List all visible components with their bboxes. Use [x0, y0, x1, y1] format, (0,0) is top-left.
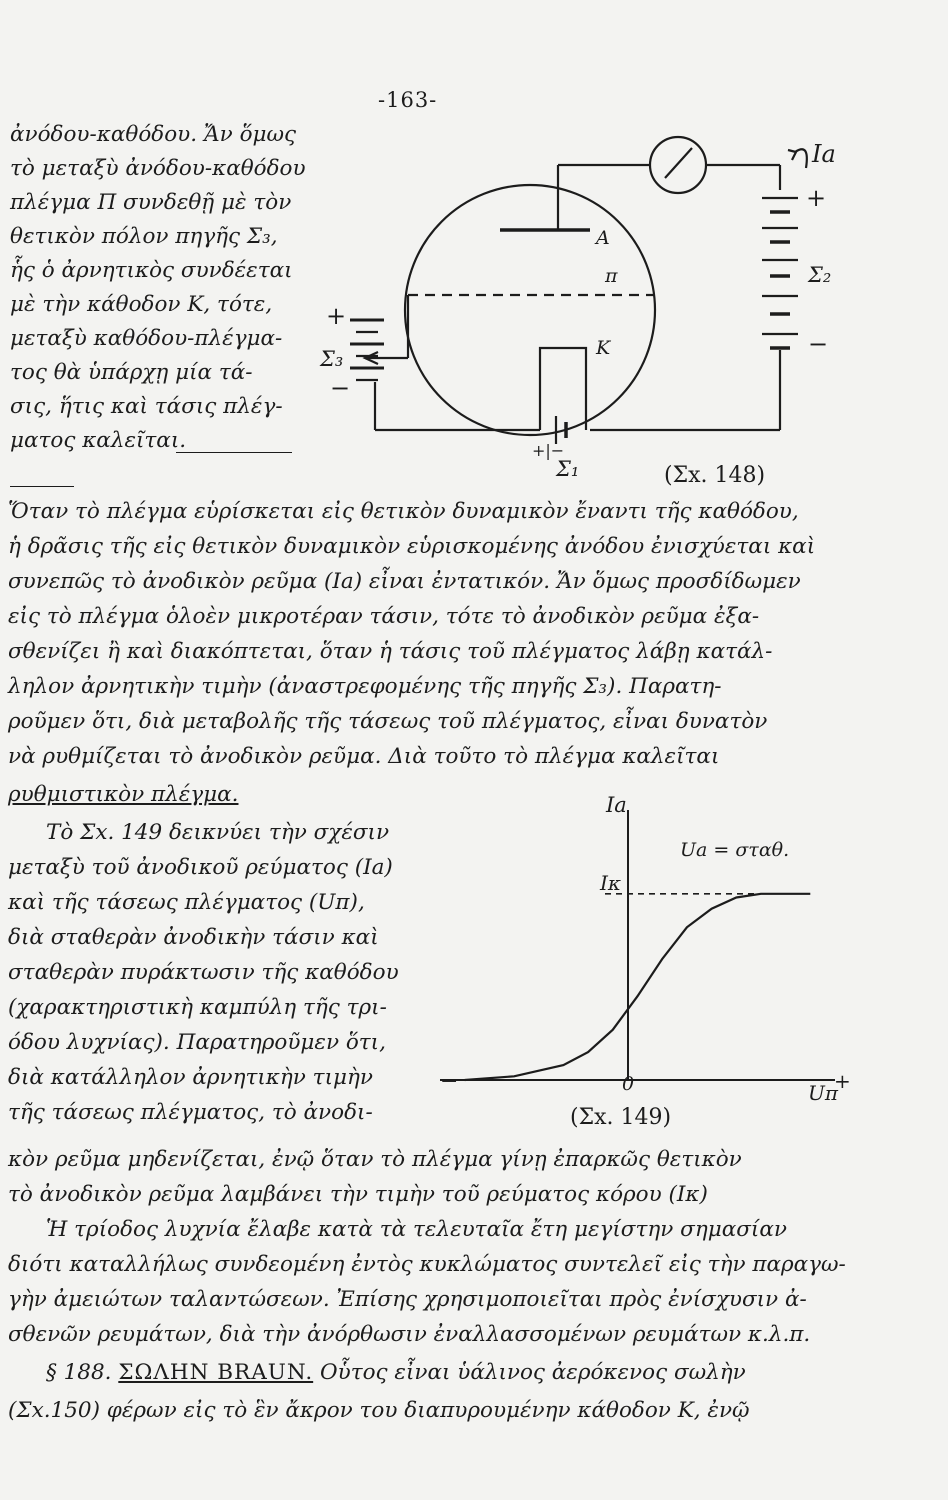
text-line: τῆς τάσεως πλέγματος, τὸ ἀνοδι- — [8, 1100, 373, 1125]
text-line: σθενῶν ρευμάτων, διὰ τὴν ἀνόρθωσιν ἐναλλασσομένων ρευμάτων κ.λ.π. — [8, 1322, 811, 1347]
heater-polarity-label: +|− — [532, 441, 565, 460]
section-title: ΣΩΛΗΝ BRAUN. — [118, 1360, 314, 1385]
text-line: τος θὰ ὑπάρχῃ μία τά- — [10, 360, 253, 385]
text-line: μεταξὺ τοῦ ἀνοδικοῦ ρεύματος (Ia) — [8, 855, 393, 880]
text-line: σταθερὰν πυράκτωσιν τῆς καθόδου — [8, 960, 399, 985]
text-line: Τὸ Σx. 149 δεικνύει τὴν σχέσιν — [46, 820, 390, 845]
x-origin-label: 0 — [622, 1073, 635, 1095]
plus-sign: + — [806, 184, 827, 212]
source3-label: Σ₃ — [320, 347, 344, 371]
term-regulating-grid: ρυθμιστικὸν πλέγμα. — [8, 782, 239, 807]
figure-149-caption: (Σx. 149) — [570, 1105, 672, 1130]
section-number: § 188. — [46, 1360, 112, 1385]
text-line: μεταξὺ καθόδου-πλέγμα- — [10, 326, 283, 351]
cathode — [540, 348, 586, 430]
text-line: διότι καταλλήλως συνδεομένη ἐντὸς κυκλώματος συντελεῖ εἰς τὴν παραγω- — [8, 1252, 846, 1277]
characteristic-curve — [465, 894, 811, 1080]
text-line: ἡ δρᾶσις τῆς εἰς θετικὸν δυναμικὸν εὑρισκομένης ἀνόδου ἐνισχύεται καὶ — [8, 534, 816, 559]
text-line: διὰ σταθερὰν ἀνοδικὴν τάσιν καὶ — [8, 925, 379, 950]
constant-anode-voltage-note: Ua = σταθ. — [680, 839, 790, 861]
text-line: κὸν ρεῦμα μηδενίζεται, ἐνῷ ὅταν τὸ πλέγμα γίνῃ ἐπαρκῶς θετικὸν — [8, 1147, 742, 1172]
text-line: (Σx.150) φέρων εἰς τὸ ἓν ἄκρον του διαπυρουμένην κάθοδον Κ, ἐνῷ — [8, 1398, 750, 1423]
source1-label: Σ₁ — [556, 457, 580, 481]
figure-148-caption: (Σx. 148) — [664, 463, 766, 488]
text-line: εἰς τὸ πλέγμα ὁλοὲν μικροτέραν τάσιν, τότε τὸ ἀνοδικὸν ρεῦμα ἐξα- — [8, 604, 760, 629]
section-heading-line — [46, 1358, 746, 1388]
text-line: ληλον ἀρνητικὴν τιμὴν (ἀναστρεφομένης τῆς πηγῆς Σ₃). Παρατη- — [8, 674, 722, 699]
text-line: τὸ μεταξὺ ἀνόδου-καθόδου — [10, 156, 306, 181]
text-line: (χαρακτηριστικὴ καμπύλη τῆς τρι- — [8, 995, 387, 1020]
plus-sign: + — [326, 302, 347, 330]
text-line: θετικὸν πόλον πηγῆς Σ₃, — [10, 224, 278, 249]
text-line: γὴν ἀμειώτων ταλαντώσεων. Ἐπίσης χρησιμοποιεῖται πρὸς ἐνίσχυσιν ἀ- — [8, 1287, 807, 1312]
text-line: σις, ἥτις καὶ τάσις πλέγ- — [10, 394, 283, 419]
tube-envelope — [405, 185, 655, 435]
current-label: Ia — [812, 140, 836, 168]
source2-label: Σ₂ — [808, 263, 832, 287]
minus-sign: − — [330, 374, 351, 402]
x-axis-minus: − — [440, 1069, 459, 1094]
text-line: ματος καλεῖται. — [10, 428, 187, 453]
minus-sign: − — [808, 330, 829, 358]
text-line: σθενίζει ἢ καὶ διακόπτεται, ὅταν ἡ τάσις τοῦ πλέγματος λάβῃ κατάλ- — [8, 639, 773, 664]
text-line: τὸ ἀνοδικὸν ρεῦμα λαμβάνει τὴν τιμὴν τοῦ ρεύματος κόρου (Iκ) — [8, 1182, 708, 1207]
text-line: ροῦμεν ὅτι, διὰ μεταβολῆς τῆς τάσεως τοῦ πλέγματος, εἶναι δυνατὸν — [8, 709, 768, 734]
text-line: Ὅταν τὸ πλέγμα εὑρίσκεται εἰς θετικὸν δυναμικὸν ἔναντι τῆς καθόδου, — [8, 499, 799, 524]
underline-mark — [10, 486, 74, 487]
x-axis-label: Uπ — [808, 1081, 838, 1105]
text-line: καὶ τῆς τάσεως πλέγματος (Uπ), — [8, 890, 365, 915]
grid-label: π — [605, 265, 618, 287]
cathode-label: K — [596, 337, 611, 359]
text-line: ἧς ὁ ἀρνητικὸς συνδέεται — [10, 258, 293, 283]
text-line: όδου λυχνίας). Παρατηροῦμεν ὅτι, — [8, 1030, 386, 1055]
figure-149-chart — [430, 790, 870, 1130]
text-line: νὰ ρυθμίζεται τὸ ἀνοδικὸν ρεῦμα. Διὰ τοῦτο τὸ πλέγμα καλεῖται — [8, 744, 720, 769]
text-line: συνεπῶς τὸ ἀνοδικὸν ρεῦμα (Ia) εἶναι ἐντατικόν. Ἄν ὅμως προσδίδωμεν — [8, 569, 801, 594]
text-line: πλέγμα Π συνδεθῇ μὲ τὸν — [10, 190, 292, 215]
figure-148-triode-circuit — [300, 120, 860, 500]
text-line: Ἡ τρίοδος λυχνία ἔλαβε κατὰ τὰ τελευταῖα ἔτη μεγίστην σημασίαν — [46, 1217, 787, 1242]
page-number: -163- — [378, 88, 438, 112]
text-line: μὲ τὴν κάθοδον Κ, τότε, — [10, 292, 273, 317]
y-axis-label: Ia — [606, 793, 627, 817]
x-axis-plus: + — [834, 1069, 851, 1093]
saturation-label: Iκ — [600, 870, 622, 895]
section-text: Οὗτος εἶναι ὑάλινος ἀερόκενος σωλὴν — [320, 1360, 746, 1385]
text-line: ἀνόδου-καθόδου. Ἄν ὅμως — [10, 122, 297, 147]
text-line: διὰ κατάλληλον ἀρνητικὴν τιμὴν — [8, 1065, 373, 1090]
anode-label: A — [596, 227, 610, 249]
underline-mark — [176, 452, 292, 453]
